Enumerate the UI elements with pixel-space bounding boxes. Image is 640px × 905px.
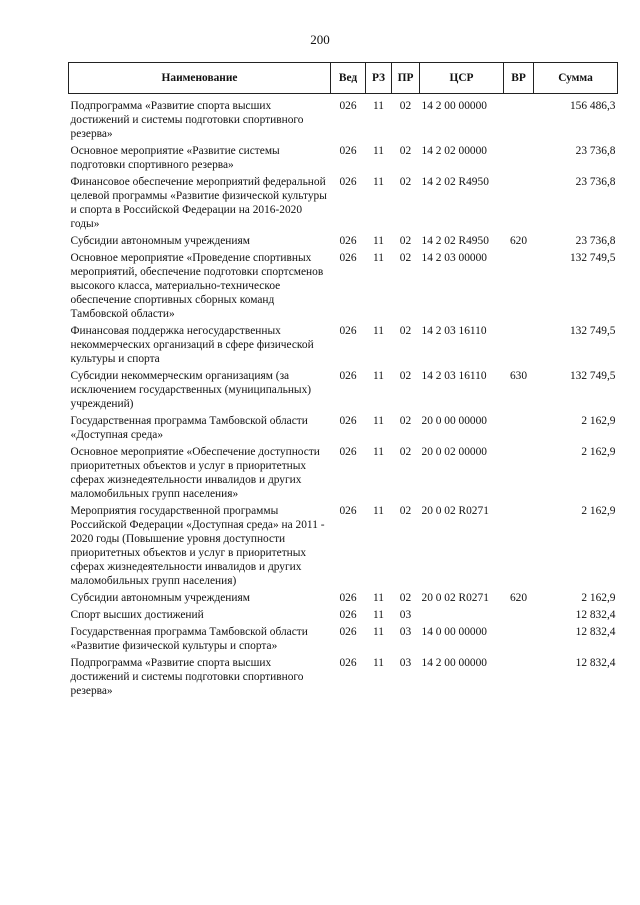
row-pr: 02: [399, 325, 412, 337]
row-rz: 11: [373, 325, 384, 337]
row-name: Мероприятия государственной программы Российской Федерации «Доступная среда» на 2011 - 2020 годы (Повышение уровня доступности приоритетных объектов и услуг в приоритетных сферах жизнедеятельности инвалидов и других маломобильных групп населения): [70, 505, 325, 587]
row-name: Финансовая поддержка негосударственных некоммерческих организаций в сфере физической культуры и спорта: [70, 325, 314, 365]
row-sum: 132 749,5: [569, 370, 616, 382]
row-vr: 620: [509, 592, 528, 604]
row-name: Субсидии некоммерческим организациям (за исключением государственных (муниципальных) учреждений): [70, 370, 312, 410]
row-csr: 14 0 00 00000: [421, 626, 487, 638]
row-vr: [504, 175, 534, 234]
table-row: [69, 144, 618, 175]
table-row: [69, 234, 618, 251]
row-rz: 11: [373, 609, 384, 621]
row-sum: 12 832,4: [575, 609, 616, 621]
row-ved: 026: [339, 325, 357, 337]
row-ved: 026: [339, 252, 357, 264]
row-vr: [504, 99, 534, 144]
row-csr: 20 0 00 00000: [421, 415, 487, 427]
row-sum: 23 736,8: [575, 235, 616, 247]
row-name: Основное мероприятие «Развитие системы подготовки спортивного резерва»: [70, 145, 280, 171]
row-sum: 2 162,9: [581, 505, 616, 517]
row-sum: 2 162,9: [581, 446, 616, 458]
row-pr: 03: [399, 657, 412, 669]
row-vr: [504, 324, 534, 369]
row-vr: [504, 504, 534, 591]
row-rz: 11: [373, 415, 384, 427]
table-row: [69, 656, 618, 701]
table-row: [69, 591, 618, 608]
row-csr: 20 0 02 R0271: [421, 592, 489, 604]
row-sum: 156 486,3: [569, 100, 616, 112]
row-ved: 026: [339, 145, 357, 157]
row-sum: 12 832,4: [575, 657, 616, 669]
row-ved: 026: [339, 446, 357, 458]
row-csr: 14 2 03 00000: [421, 252, 487, 264]
row-vr: [504, 144, 534, 175]
header-name: Наименование: [69, 63, 331, 94]
row-name: Субсидии автономным учреждениям: [70, 592, 250, 604]
row-name: Субсидии автономным учреждениям: [70, 235, 250, 247]
row-pr: 02: [399, 370, 412, 382]
table-row: [69, 445, 618, 504]
header-pr: ПР: [392, 63, 420, 94]
row-vr: [504, 608, 534, 625]
table-row: [69, 324, 618, 369]
row-rz: 11: [373, 235, 384, 247]
row-csr: 14 2 02 R4950: [421, 176, 489, 188]
row-ved: 026: [339, 505, 357, 517]
row-name: Финансовое обеспечение мероприятий федеральной целевой программы «Развитие физической культуры и спорта в Российской Федерации на 2016-2020 годы»: [70, 176, 327, 230]
table-row: [69, 99, 618, 144]
row-pr: 02: [399, 235, 412, 247]
row-csr: 14 2 00 00000: [421, 100, 487, 112]
row-pr: 03: [399, 626, 412, 638]
row-rz: 11: [373, 145, 384, 157]
budget-table: [68, 62, 618, 701]
row-vr: [504, 656, 534, 701]
table-row: [69, 251, 618, 324]
row-ved: 026: [339, 415, 357, 427]
row-ved: 026: [339, 176, 357, 188]
row-name: Основное мероприятие «Проведение спортивных мероприятий, обеспечение подготовки спортсменов высокого класса, материально-техническое обеспечение спортивных сборных команд Тамбовской области»: [70, 252, 324, 320]
row-ved: 026: [339, 657, 357, 669]
row-rz: 11: [373, 370, 384, 382]
row-csr: [420, 608, 504, 625]
row-name: Государственная программа Тамбовской области «Развитие физической культуры и спорта»: [70, 626, 308, 652]
row-name: Спорт высших достижений: [70, 609, 204, 621]
header-sum: Сумма: [534, 63, 618, 94]
row-sum: 12 832,4: [575, 626, 616, 638]
row-rz: 11: [373, 592, 384, 604]
row-rz: 11: [373, 176, 384, 188]
table-row: [69, 504, 618, 591]
table-row: [69, 625, 618, 656]
row-pr: 02: [399, 176, 412, 188]
row-vr: [504, 414, 534, 445]
row-sum: 132 749,5: [569, 325, 616, 337]
row-pr: 02: [399, 505, 412, 517]
row-csr: 14 2 02 R4950: [421, 235, 489, 247]
row-ved: 026: [339, 592, 357, 604]
row-ved: 026: [339, 235, 357, 247]
row-csr: 20 0 02 R0271: [421, 505, 489, 517]
row-pr: 03: [399, 609, 412, 621]
row-csr: 14 2 02 00000: [421, 145, 487, 157]
row-csr: 14 2 03 16110: [421, 325, 487, 337]
row-vr: [504, 251, 534, 324]
row-name: Подпрограмма «Развитие спорта высших достижений и системы подготовки спортивного резерва»: [70, 100, 304, 140]
row-sum: 23 736,8: [575, 176, 616, 188]
row-rz: 11: [373, 252, 384, 264]
row-csr: 20 0 02 00000: [421, 446, 487, 458]
row-sum: 132 749,5: [569, 252, 616, 264]
row-vr: 620: [509, 235, 528, 247]
row-vr: [504, 445, 534, 504]
row-rz: 11: [373, 446, 384, 458]
row-vr: 630: [509, 370, 528, 382]
row-pr: 02: [399, 415, 412, 427]
table-row: [69, 175, 618, 234]
row-sum: 2 162,9: [581, 415, 616, 427]
row-rz: 11: [373, 657, 384, 669]
table-row: [69, 369, 618, 414]
row-rz: 11: [373, 100, 384, 112]
row-rz: 11: [373, 626, 384, 638]
header-vr: ВР: [504, 63, 534, 94]
row-ved: 026: [339, 609, 357, 621]
row-ved: 026: [339, 370, 357, 382]
row-vr: [504, 625, 534, 656]
row-name: Государственная программа Тамбовской области «Доступная среда»: [70, 415, 308, 441]
row-rz: 11: [373, 505, 384, 517]
table-header-row: [69, 63, 618, 94]
row-name: Подпрограмма «Развитие спорта высших достижений и системы подготовки спортивного резерва»: [70, 657, 304, 697]
row-csr: 14 2 00 00000: [421, 657, 487, 669]
header-rz: РЗ: [366, 63, 392, 94]
row-pr: 02: [399, 446, 412, 458]
row-pr: 02: [399, 252, 412, 264]
table-row: [69, 608, 618, 625]
page-number: 200: [310, 32, 330, 47]
row-pr: 02: [399, 592, 412, 604]
row-ved: 026: [339, 626, 357, 638]
header-ved: Вед: [331, 63, 366, 94]
row-ved: 026: [339, 100, 357, 112]
row-csr: 14 2 03 16110: [421, 370, 487, 382]
row-pr: 02: [399, 145, 412, 157]
row-sum: 2 162,9: [581, 592, 616, 604]
row-pr: 02: [399, 100, 412, 112]
row-sum: 23 736,8: [575, 145, 616, 157]
row-name: Основное мероприятие «Обеспечение доступности приоритетных объектов и услуг в приоритетных сферах жизнедеятельности инвалидов и других маломобильных групп населения»: [70, 446, 320, 500]
header-csr: ЦСР: [420, 63, 504, 94]
table-row: [69, 414, 618, 445]
